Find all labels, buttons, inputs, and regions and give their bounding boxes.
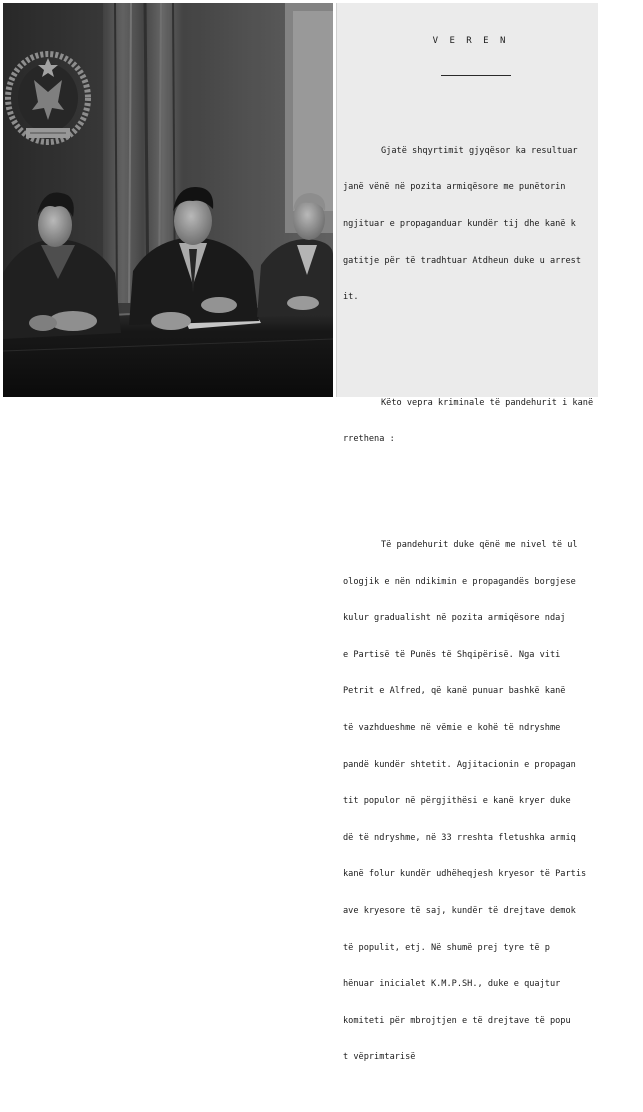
document-line: Petrit e Alfred, që kanë punuar bashkë kanë [343, 686, 566, 697]
document-body [337, 3, 643, 1112]
title-underline [441, 75, 511, 76]
document-line: kanë folur kundër udhëheqjesh kryesor të Partis [343, 869, 587, 880]
document-line: t vëprimtarisë [343, 1052, 416, 1063]
document-line: Gjatë shqyrtimit gjyqësor ka resultuar [381, 145, 578, 156]
document-line: të populit, etj. Në shumë prej tyre të p [343, 942, 550, 953]
paragraph [343, 372, 643, 470]
typed-document [336, 3, 598, 1063]
document-line: hënuar inicialet K.M.P.SH., duke e quajtur [343, 979, 561, 990]
document-line: dë të ndryshme, në 33 rreshta fletushka armiq [343, 832, 576, 843]
document-line: tit populor në përgjithësi e kanë kryer duke [343, 796, 571, 807]
document-line: Të pandehurit duke qënë me nivel të ul [381, 540, 578, 551]
document-line: e Partisë të Punës të Shqipërisë. Nga viti [343, 649, 561, 660]
document-line: it. [343, 292, 359, 303]
paragraph [343, 120, 643, 327]
document-line: gatitje për të tradhtuar Atdheun duke u arrest [343, 255, 581, 266]
document-line: ave kryesore të saj, kundër të drejtave demok [343, 905, 576, 916]
document-line: Këto vepra kriminale të pandehurit i kanë [381, 397, 594, 408]
document-line: rrethena : [343, 434, 395, 445]
document-title: V E R E N [432, 36, 509, 47]
photo-scene [3, 3, 333, 397]
document-line: kulur gradualisht në pozita armiqësore ndaj [343, 613, 566, 624]
document-line: komiteti për mbrojtjen e të drejtave të popu [343, 1015, 571, 1026]
archival-photo [3, 3, 333, 397]
document-line: pandë kundër shtetit. Agjitacionin e propagan [343, 759, 576, 770]
document-line: ngjituar e propaganduar kundër tij dhe kanë k [343, 219, 576, 230]
paragraph [343, 515, 643, 1088]
document-line: të vazhdueshme në vëmie e kohë të ndryshme [343, 722, 561, 733]
document-line: janë vënë në pozita armiqësore me punëtorin [343, 182, 566, 193]
document-line: ologjik e nën ndikimin e propagandës borgjese [343, 576, 576, 587]
